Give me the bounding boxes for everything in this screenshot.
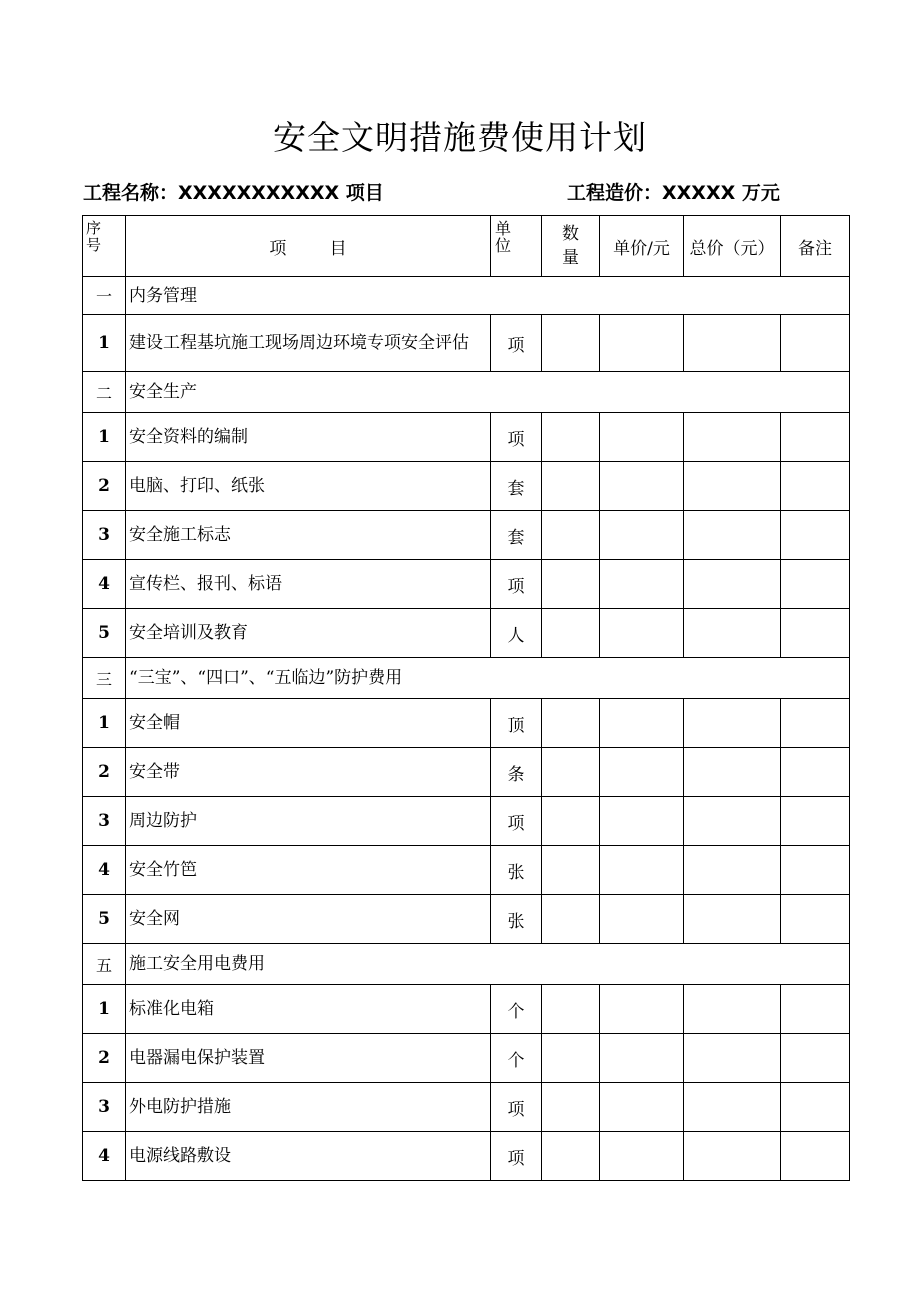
section-row xyxy=(83,277,850,315)
header-total: 总价（元） xyxy=(684,216,781,277)
table-row xyxy=(83,797,850,846)
section-row xyxy=(83,658,850,699)
row-unit: 顶 xyxy=(491,699,542,748)
row-unit: 项 xyxy=(491,797,542,846)
row-unit-price-cell xyxy=(600,699,684,748)
row-total-cell xyxy=(684,699,781,748)
row-seq: 1 xyxy=(83,413,126,462)
row-remark-cell xyxy=(781,511,850,560)
row-unit: 项 xyxy=(491,315,542,372)
row-remark-cell xyxy=(781,1034,850,1083)
header-item: 项 目 xyxy=(126,216,491,277)
table-row xyxy=(83,609,850,658)
row-remark-cell xyxy=(781,748,850,797)
row-seq: 2 xyxy=(83,462,126,511)
row-unit: 个 xyxy=(491,1034,542,1083)
header-remark: 备注 xyxy=(781,216,850,277)
row-seq: 4 xyxy=(83,560,126,609)
row-remark-cell xyxy=(781,462,850,511)
row-unit-price-cell xyxy=(600,748,684,797)
row-seq: 1 xyxy=(83,985,126,1034)
expense-plan-table xyxy=(82,215,850,1181)
section-seq: 五 xyxy=(83,944,126,985)
table-row xyxy=(83,748,850,797)
row-qty-cell xyxy=(542,748,600,797)
row-item-name: 周边防护 xyxy=(126,797,491,846)
row-unit: 项 xyxy=(491,560,542,609)
row-remark-cell xyxy=(781,797,850,846)
row-unit: 项 xyxy=(491,1132,542,1181)
row-item-name: 宣传栏、报刊、标语 xyxy=(126,560,491,609)
row-seq: 3 xyxy=(83,1083,126,1132)
section-seq: 一 xyxy=(83,277,126,315)
row-unit: 条 xyxy=(491,748,542,797)
row-unit: 项 xyxy=(491,1083,542,1132)
row-seq: 5 xyxy=(83,895,126,944)
row-total-cell xyxy=(684,1034,781,1083)
row-unit-price-cell xyxy=(600,985,684,1034)
table-row xyxy=(83,511,850,560)
row-qty-cell xyxy=(542,462,600,511)
row-seq: 1 xyxy=(83,315,126,372)
table-row xyxy=(83,1132,850,1181)
row-item-name: 安全资料的编制 xyxy=(126,413,491,462)
table-header-row xyxy=(83,216,850,277)
row-remark-cell xyxy=(781,895,850,944)
row-unit: 套 xyxy=(491,462,542,511)
table-row xyxy=(83,1034,850,1083)
row-item-name: 建设工程基坑施工现场周边环境专项安全评估 xyxy=(126,315,491,372)
section-seq: 三 xyxy=(83,658,126,699)
row-seq: 3 xyxy=(83,511,126,560)
row-unit: 张 xyxy=(491,846,542,895)
row-qty-cell xyxy=(542,413,600,462)
section-seq: 二 xyxy=(83,372,126,413)
row-seq: 4 xyxy=(83,1132,126,1181)
row-qty-cell xyxy=(542,560,600,609)
table-row xyxy=(83,462,850,511)
row-unit-price-cell xyxy=(600,462,684,511)
row-seq: 2 xyxy=(83,1034,126,1083)
row-total-cell xyxy=(684,1132,781,1181)
row-total-cell xyxy=(684,1083,781,1132)
row-unit-price-cell xyxy=(600,846,684,895)
table-row xyxy=(83,846,850,895)
row-seq: 1 xyxy=(83,699,126,748)
table-row xyxy=(83,985,850,1034)
row-total-cell xyxy=(684,560,781,609)
row-remark-cell xyxy=(781,315,850,372)
table-row xyxy=(83,560,850,609)
row-qty-cell xyxy=(542,846,600,895)
section-title: “三宝”、“四口”、“五临边”防护费用 xyxy=(126,658,850,699)
header-seq: 序号 xyxy=(83,216,126,277)
row-total-cell xyxy=(684,895,781,944)
project-cost: 工程造价：XXXXX 万元 xyxy=(567,182,780,204)
row-item-name: 安全培训及教育 xyxy=(126,609,491,658)
row-unit: 个 xyxy=(491,985,542,1034)
row-remark-cell xyxy=(781,1083,850,1132)
row-total-cell xyxy=(684,609,781,658)
row-unit-price-cell xyxy=(600,895,684,944)
row-seq: 3 xyxy=(83,797,126,846)
row-qty-cell xyxy=(542,699,600,748)
row-item-name: 外电防护措施 xyxy=(126,1083,491,1132)
section-title: 内务管理 xyxy=(126,277,850,315)
row-remark-cell xyxy=(781,985,850,1034)
row-unit: 套 xyxy=(491,511,542,560)
row-item-name: 电脑、打印、纸张 xyxy=(126,462,491,511)
section-row xyxy=(83,372,850,413)
row-item-name: 安全网 xyxy=(126,895,491,944)
table-row xyxy=(83,315,850,372)
header-qty: 数量 xyxy=(542,216,600,277)
row-total-cell xyxy=(684,462,781,511)
row-unit-price-cell xyxy=(600,1132,684,1181)
row-unit-price-cell xyxy=(600,315,684,372)
row-remark-cell xyxy=(781,846,850,895)
row-seq: 2 xyxy=(83,748,126,797)
row-unit-price-cell xyxy=(600,1034,684,1083)
row-item-name: 安全竹笆 xyxy=(126,846,491,895)
row-total-cell xyxy=(684,748,781,797)
row-total-cell xyxy=(684,413,781,462)
row-remark-cell xyxy=(781,1132,850,1181)
header-unit-price: 单价/元 xyxy=(600,216,684,277)
row-qty-cell xyxy=(542,797,600,846)
row-qty-cell xyxy=(542,315,600,372)
row-unit-price-cell xyxy=(600,560,684,609)
row-total-cell xyxy=(684,985,781,1034)
row-unit: 项 xyxy=(491,413,542,462)
row-item-name: 安全施工标志 xyxy=(126,511,491,560)
row-qty-cell xyxy=(542,609,600,658)
row-qty-cell xyxy=(542,511,600,560)
row-remark-cell xyxy=(781,609,850,658)
row-qty-cell xyxy=(542,1034,600,1083)
project-name: 工程名称：XXXXXXXXXXX 项目 xyxy=(83,182,384,204)
row-remark-cell xyxy=(781,699,850,748)
row-unit: 人 xyxy=(491,609,542,658)
row-remark-cell xyxy=(781,413,850,462)
row-total-cell xyxy=(684,511,781,560)
row-qty-cell xyxy=(542,895,600,944)
table-row xyxy=(83,1083,850,1132)
row-remark-cell xyxy=(781,560,850,609)
row-item-name: 电器漏电保护装置 xyxy=(126,1034,491,1083)
page-title: 安全文明措施费使用计划 xyxy=(273,118,647,157)
row-item-name: 安全帽 xyxy=(126,699,491,748)
row-item-name: 安全带 xyxy=(126,748,491,797)
row-seq: 4 xyxy=(83,846,126,895)
row-qty-cell xyxy=(542,1083,600,1132)
section-title: 施工安全用电费用 xyxy=(126,944,850,985)
row-qty-cell xyxy=(542,1132,600,1181)
row-unit-price-cell xyxy=(600,511,684,560)
row-total-cell xyxy=(684,315,781,372)
table-row xyxy=(83,699,850,748)
row-seq: 5 xyxy=(83,609,126,658)
row-total-cell xyxy=(684,797,781,846)
row-unit-price-cell xyxy=(600,797,684,846)
row-unit-price-cell xyxy=(600,609,684,658)
section-row xyxy=(83,944,850,985)
row-item-name: 标准化电箱 xyxy=(126,985,491,1034)
row-total-cell xyxy=(684,846,781,895)
row-unit: 张 xyxy=(491,895,542,944)
row-unit-price-cell xyxy=(600,413,684,462)
row-unit-price-cell xyxy=(600,1083,684,1132)
header-unit: 单位 xyxy=(491,216,542,277)
table-row xyxy=(83,413,850,462)
table-row xyxy=(83,895,850,944)
row-item-name: 电源线路敷设 xyxy=(126,1132,491,1181)
row-qty-cell xyxy=(542,985,600,1034)
section-title: 安全生产 xyxy=(126,372,850,413)
